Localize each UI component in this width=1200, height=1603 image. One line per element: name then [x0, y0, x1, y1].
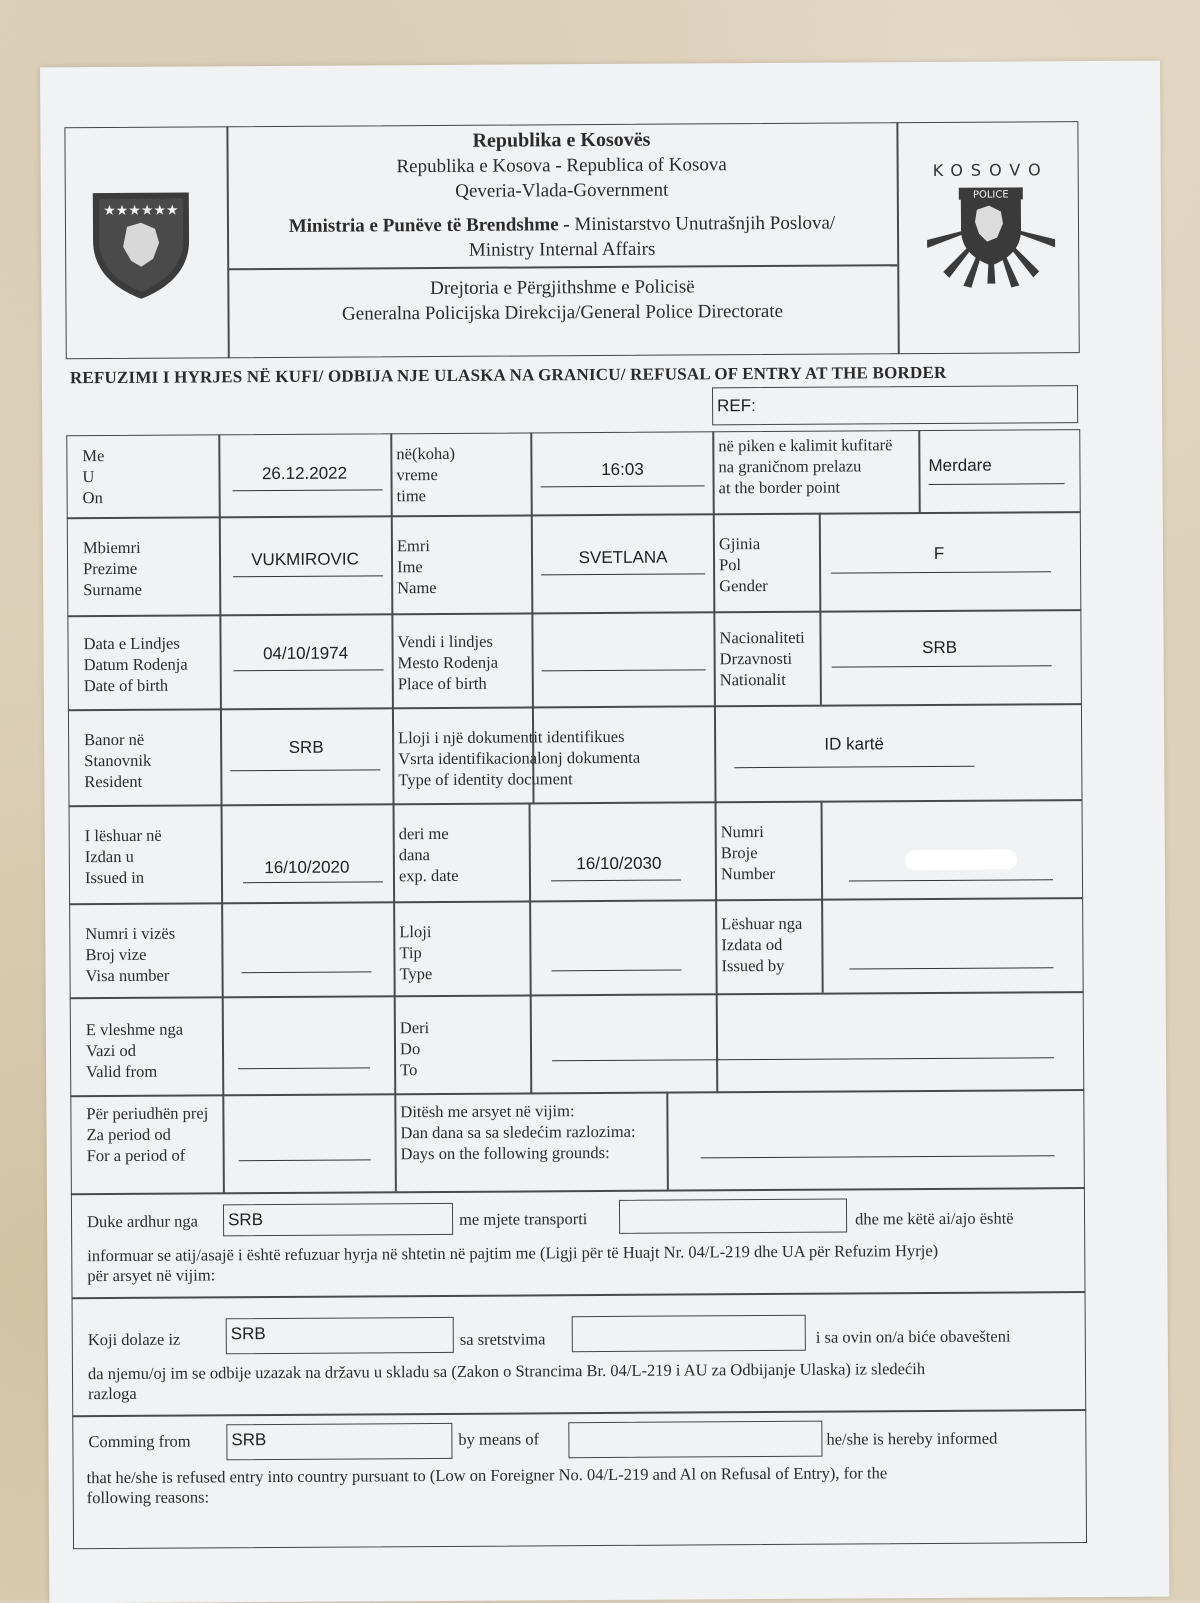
ref-label: REF: — [717, 396, 756, 416]
en-from-field[interactable]: SRB — [226, 1423, 452, 1460]
form-paper — [40, 61, 1169, 1603]
kosovo-police-emblem-icon — [921, 153, 1062, 299]
gender-label: Gjinia Pol Gender — [718, 534, 768, 596]
header-ministry-en: Ministry Internal Affairs — [468, 238, 656, 261]
visa-type-label: Lloji Tip Type — [399, 922, 433, 984]
header-directorate-en: Generalna Policijska Direkcija/General Police Directorate — [341, 300, 784, 325]
issued-in-label: I lëshuar në Izdan u Issued in — [84, 825, 162, 888]
header-line2: Republika e Kosova - Republica of Kosova — [396, 154, 727, 178]
ministry-rest: Ministarstvo Unutrašnjih Poslova/ — [569, 212, 836, 236]
sr-from-field[interactable]: SRB — [226, 1317, 454, 1354]
kosovo-coat-of-arms-icon — [89, 188, 194, 306]
time-label: në(koha) vreme time — [396, 443, 456, 506]
en-tail: he/she is hereby informed — [826, 1428, 998, 1449]
resident-value[interactable]: SRB — [288, 737, 324, 757]
exp-date-value[interactable]: 16/10/2030 — [576, 853, 662, 874]
number-label: Numri Broje Number — [720, 822, 776, 884]
header-directorate-sq: Drejtoria e Përgjithshme e Policisë — [430, 276, 695, 300]
pob-label: Vendi i lindjes Mesto Rodenja Place of birth — [397, 631, 499, 694]
sq-para2: për arsyet në vijim: — [87, 1265, 216, 1286]
issued-by-label: Lëshuar nga Izdata od Issued by — [721, 913, 803, 976]
border-point-label: në piken e kalimit kufitarë na graničnom prelazu at the border point — [718, 435, 893, 498]
police-arc-text: KOSOVO — [932, 160, 1049, 180]
nationality-label: Nacionaliteti Drzavnosti Nationalit — [719, 627, 805, 690]
sq-transport-field[interactable] — [619, 1199, 847, 1234]
time-value[interactable]: 16:03 — [601, 459, 644, 480]
valid-from-label: E vleshme nga Vazi od Valid from — [85, 1019, 184, 1082]
gender-value[interactable]: F — [933, 543, 945, 563]
sr-transport-field[interactable] — [572, 1315, 806, 1352]
visa-number-label: Numri i vizës Broj vize Visa number — [85, 923, 176, 986]
name-value[interactable]: SVETLANA — [578, 547, 668, 568]
exp-date-label: deri me dana exp. date — [398, 823, 459, 886]
doc-type-value[interactable]: ID kartë — [824, 734, 884, 754]
issued-in-value[interactable]: 16/10/2020 — [264, 857, 350, 878]
en-para2: following reasons: — [86, 1487, 210, 1508]
period-label: Për periudhën prej Za period od For a period of — [86, 1103, 209, 1166]
police-band-text: POLICE — [972, 189, 1009, 201]
ref-field[interactable] — [712, 385, 1078, 425]
en-transport-field[interactable] — [568, 1421, 822, 1459]
sr-transport-label: sa sretstvima — [459, 1329, 546, 1349]
ministry-bold: Ministria e Punëve të Brendshme - — [288, 214, 570, 237]
doc-type-label: Lloji i një dokumentit identifikues Vsrta identifikacionalonj dokumenta Type of identity document — [398, 726, 641, 790]
svg-text:★★★★★★: ★★★★★★ — [103, 202, 179, 220]
valid-to-label: Deri Do To — [399, 1018, 430, 1080]
sq-from-field[interactable]: SRB — [223, 1203, 453, 1236]
sr-para1: da njemu/oj im se odbije uzazak na državu u skladu sa (Zakon o Strancima Br. 04/L-219 i AU za Odbijanje Ulaska) iz sledećih — [87, 1359, 926, 1384]
en-para1: that he/she is refused entry into country pursuant to (Low on Foreigner No. 04/L-219 and Al on Refusal of Entry), for the — [86, 1463, 888, 1488]
sq-transport-label: me mjete transporti — [458, 1209, 588, 1229]
sq-tail: dhe me këtë ai/ajo është — [855, 1208, 1014, 1229]
sr-para2: razloga — [88, 1383, 137, 1404]
date-label: Me U On — [82, 446, 105, 508]
sq-para1: informuar se atij/asajë i është refuzuar hyrja në shtetin në pajtim me (Ligji për të Huajt Nr. 04/L-219 dhe UA për Refuzim Hyrje) — [87, 1240, 939, 1266]
grounds-label: Ditësh me arsyet në vijim: Dan dana sa sa sledećim razlozima: Days on the following grounds: — [400, 1101, 636, 1164]
date-value[interactable]: 26.12.2022 — [261, 463, 348, 484]
number-redaction — [905, 849, 1017, 870]
en-from-label: Comming from — [88, 1431, 191, 1452]
sq-from-label: Duke ardhur nga — [87, 1211, 199, 1232]
resident-label: Banor në Stanovnik Resident — [84, 729, 152, 792]
surname-value[interactable]: VUKMIROVIC — [251, 549, 359, 570]
surname-label: Mbiemri Prezime Surname — [82, 537, 142, 600]
form-title: REFUZIMI I HYRJES NË KUFI/ ODBIJA NJE ULASKA NA GRANICU/ REFUSAL OF ENTRY AT THE BORDER — [69, 362, 947, 388]
sr-tail: i sa ovin on/a biće obavešteni — [815, 1326, 1011, 1347]
sr-from-label: Koji dolaze iz — [87, 1329, 181, 1350]
name-label: Emri Ime Name — [396, 536, 437, 598]
en-transport-label: by means of — [458, 1429, 540, 1449]
dob-label: Data e Lindjes Datum Rodenja Date of birth — [83, 633, 188, 696]
nationality-value[interactable]: SRB — [922, 637, 958, 658]
border-point-value[interactable]: Merdare — [928, 455, 992, 476]
header-line3: Qeveria-Vlada-Government — [455, 179, 669, 202]
dob-value[interactable]: 04/10/1974 — [262, 643, 349, 664]
header-title: Republika e Kosovës — [472, 128, 651, 152]
